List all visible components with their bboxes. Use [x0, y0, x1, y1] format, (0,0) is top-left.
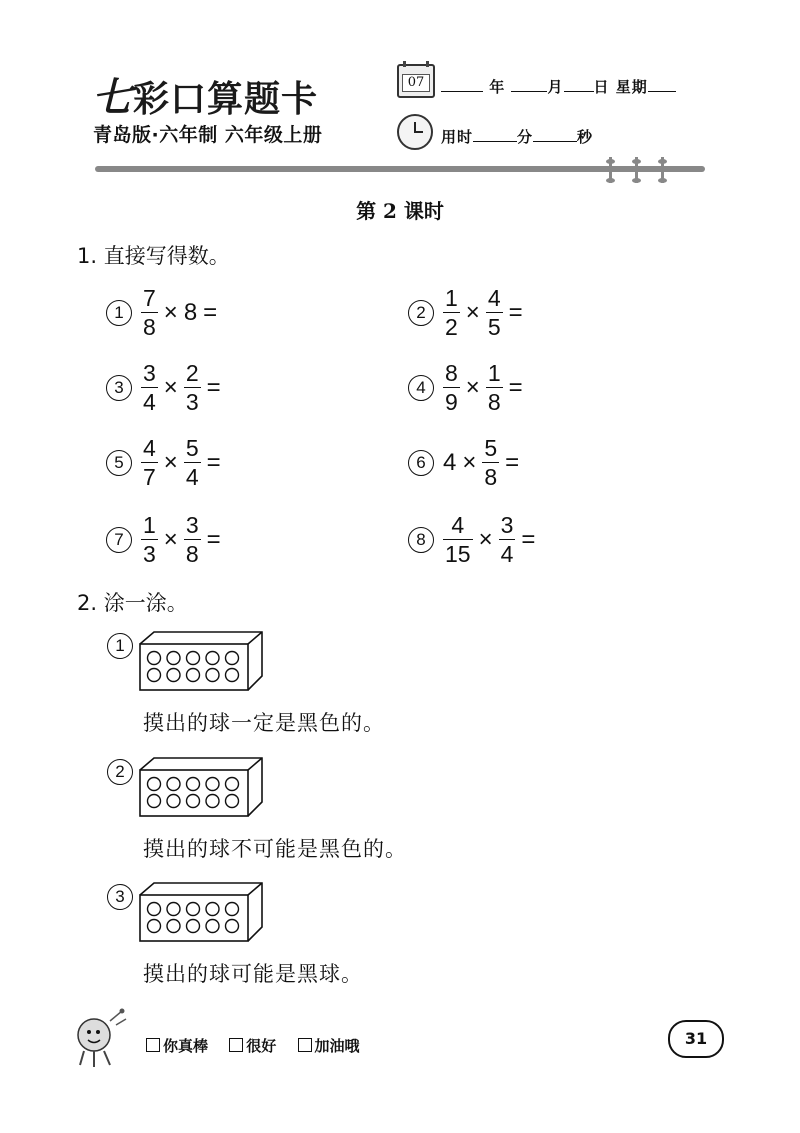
denominator: 4	[500, 541, 514, 567]
problem-number: 4	[408, 375, 434, 401]
numerator: 3	[500, 512, 514, 538]
rating-good-label: 很好	[246, 1037, 277, 1055]
day-blank[interactable]	[564, 77, 594, 92]
numerator: 5	[484, 435, 498, 461]
item-number: 1	[107, 633, 133, 659]
equals-sign: =	[206, 374, 221, 401]
lesson-title: 第 2 课时	[356, 199, 444, 223]
divider-tick	[661, 157, 664, 183]
ball[interactable]	[206, 669, 219, 682]
denominator: 8	[143, 314, 156, 340]
fraction	[443, 287, 460, 339]
mascot-icon	[70, 1005, 130, 1069]
ball[interactable]	[187, 669, 200, 682]
denominator: 4	[143, 389, 156, 415]
problem-number: 8	[408, 527, 434, 553]
equals-sign: =	[206, 526, 221, 553]
ball[interactable]	[206, 920, 219, 933]
problem-8	[408, 510, 598, 570]
fraction	[141, 287, 158, 339]
checkbox-icon[interactable]	[298, 1038, 312, 1052]
times-sign: ×	[163, 374, 178, 401]
ball[interactable]	[187, 795, 200, 808]
equals-sign: =	[521, 526, 536, 553]
month-blank[interactable]	[511, 77, 547, 92]
fraction	[141, 437, 158, 489]
numerator: 4	[487, 285, 501, 311]
equals-sign: =	[505, 449, 520, 476]
checkbox-icon[interactable]	[229, 1038, 243, 1052]
rating-keep-going-label: 加油哦	[314, 1037, 360, 1055]
rating-great-label: 你真棒	[163, 1037, 209, 1055]
times-sign: ×	[478, 526, 493, 553]
fraction	[184, 437, 201, 489]
day-label: 日	[593, 78, 610, 96]
item-sentence: 摸出的球不可能是黑色的。	[143, 837, 407, 861]
ball[interactable]	[167, 669, 180, 682]
answer-space[interactable]	[224, 374, 284, 402]
ball[interactable]	[187, 903, 200, 916]
item-number: 3	[107, 884, 133, 910]
problem-number: 1	[106, 300, 132, 326]
ball[interactable]	[226, 652, 239, 665]
ball[interactable]	[167, 652, 180, 665]
fraction	[443, 514, 473, 566]
denominator: 9	[445, 389, 458, 415]
numerator: 1	[445, 285, 458, 311]
problem-7	[106, 510, 284, 570]
rating-keep-going[interactable]	[298, 1037, 360, 1055]
times-sign: ×	[163, 449, 178, 476]
question-2-title: 2. 涂一涂。	[77, 591, 188, 615]
ball[interactable]	[187, 920, 200, 933]
rating-great[interactable]	[146, 1037, 208, 1055]
fraction	[486, 362, 503, 414]
ball[interactable]	[206, 903, 219, 916]
problem-2	[408, 283, 586, 343]
checkbox-icon[interactable]	[146, 1038, 160, 1052]
answer-space[interactable]	[526, 299, 586, 327]
fraction	[499, 514, 516, 566]
times-sign: ×	[163, 526, 178, 553]
clock-icon	[397, 114, 433, 150]
item-sentence: 摸出的球一定是黑色的。	[143, 711, 385, 735]
denominator: 4	[185, 464, 199, 490]
whole-number: 8	[183, 299, 198, 326]
self-rating	[146, 1035, 376, 1056]
problem-number: 7	[106, 527, 132, 553]
fraction	[482, 437, 499, 489]
problem-6	[408, 433, 582, 493]
denominator: 15	[445, 541, 471, 567]
answer-space[interactable]	[522, 449, 582, 477]
ball[interactable]	[148, 903, 161, 916]
denominator: 2	[445, 314, 458, 340]
ball[interactable]	[226, 669, 239, 682]
fraction	[443, 362, 460, 414]
divider-tick	[635, 157, 638, 183]
denominator: 3	[143, 541, 156, 567]
ball[interactable]	[148, 652, 161, 665]
denominator: 3	[185, 389, 199, 415]
problem-number: 3	[106, 375, 132, 401]
date-line	[441, 76, 676, 97]
problem-3	[106, 358, 284, 418]
equals-sign: =	[203, 299, 218, 326]
item-sentence: 摸出的球可能是黑球。	[143, 962, 363, 986]
problem-5	[106, 433, 284, 493]
problem-4	[408, 358, 586, 418]
numerator: 3	[185, 512, 199, 538]
item-number: 2	[107, 759, 133, 785]
edition-label: 青岛版·六年制 六年级上册	[93, 124, 323, 146]
problem-number: 5	[106, 450, 132, 476]
denominator: 8	[185, 541, 199, 567]
ball-box	[138, 630, 264, 692]
second-blank[interactable]	[533, 127, 577, 142]
time-prefix: 用时	[441, 128, 474, 146]
month-label: 月	[547, 78, 564, 96]
times-sign: ×	[465, 374, 480, 401]
fraction	[184, 514, 201, 566]
denominator: 5	[487, 314, 501, 340]
numerator: 2	[185, 360, 199, 386]
ball[interactable]	[187, 778, 200, 791]
ball[interactable]	[226, 903, 239, 916]
ball-box	[138, 881, 264, 943]
question-1-title: 1. 直接写得数。	[77, 244, 230, 268]
numerator: 8	[445, 360, 458, 386]
year-blank[interactable]	[441, 77, 483, 92]
ball[interactable]	[226, 795, 239, 808]
numerator: 5	[185, 435, 199, 461]
equals-sign: =	[508, 299, 523, 326]
ball[interactable]	[148, 920, 161, 933]
minute-label: 分	[517, 128, 534, 146]
problem-1	[106, 283, 280, 343]
brand-rest: 彩口算题卡	[133, 78, 319, 120]
ball[interactable]	[167, 778, 180, 791]
ball[interactable]	[148, 669, 161, 682]
times-sign: ×	[462, 449, 477, 476]
answer-space[interactable]	[224, 449, 284, 477]
header-divider	[95, 166, 705, 172]
numerator: 3	[143, 360, 156, 386]
numerator: 1	[487, 360, 501, 386]
rating-good[interactable]	[229, 1037, 276, 1055]
time-line	[441, 126, 593, 147]
ball[interactable]	[226, 920, 239, 933]
equals-sign: =	[206, 449, 221, 476]
numerator: 7	[143, 285, 156, 311]
ball[interactable]	[187, 652, 200, 665]
calendar-icon	[397, 64, 435, 98]
whole-number: 4	[443, 449, 457, 476]
denominator: 8	[487, 389, 501, 415]
weekday-label: 星期	[615, 78, 648, 96]
brand-first-char: 七	[92, 74, 133, 121]
numerator: 4	[143, 435, 156, 461]
numerator: 1	[143, 512, 156, 538]
ball[interactable]	[226, 778, 239, 791]
problem-number: 2	[408, 300, 434, 326]
equals-sign: =	[508, 374, 523, 401]
answer-space[interactable]	[220, 299, 280, 327]
denominator: 7	[143, 464, 156, 490]
minute-blank[interactable]	[473, 127, 517, 142]
ball-box	[138, 756, 264, 818]
ball[interactable]	[206, 795, 219, 808]
weekday-blank[interactable]	[648, 77, 676, 92]
ball[interactable]	[206, 778, 219, 791]
page-number: 31	[668, 1020, 724, 1058]
denominator: 8	[484, 464, 498, 490]
answer-space[interactable]	[538, 526, 598, 554]
fraction	[486, 287, 503, 339]
ball[interactable]	[167, 903, 180, 916]
ball[interactable]	[148, 778, 161, 791]
divider-tick	[609, 157, 612, 183]
problem-number: 6	[408, 450, 434, 476]
numerator: 4	[451, 512, 465, 538]
fraction	[184, 362, 201, 414]
times-sign: ×	[163, 299, 178, 326]
second-label: 秒	[577, 128, 594, 146]
times-sign: ×	[465, 299, 480, 326]
answer-space[interactable]	[526, 374, 586, 402]
fraction	[141, 514, 158, 566]
ball[interactable]	[167, 795, 180, 808]
ball[interactable]	[167, 920, 180, 933]
brand-title	[92, 66, 318, 123]
ball[interactable]	[148, 795, 161, 808]
ball[interactable]	[206, 652, 219, 665]
fraction	[141, 362, 158, 414]
year-label: 年	[489, 78, 506, 96]
answer-space[interactable]	[224, 526, 284, 554]
calendar-day: 07	[402, 74, 430, 92]
